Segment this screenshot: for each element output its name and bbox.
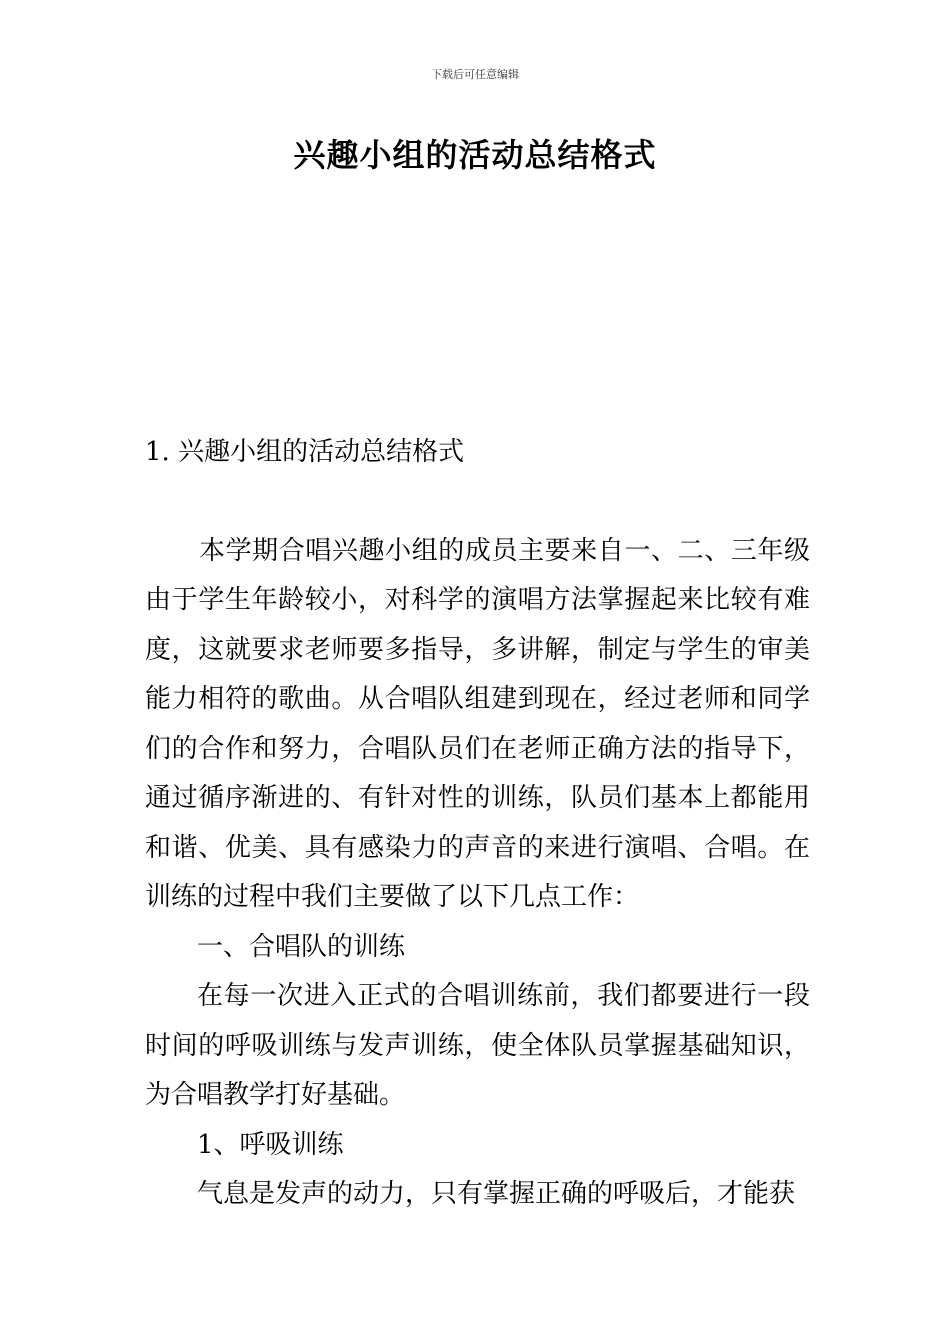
paragraph-training-basics: 在每一次进入正式的合唱训练前，我们都要进行一段时间的呼吸训练与发声训练，使全体队员掌握基础知识，为合唱教学打好基础。 [145,981,810,1110]
section-heading: 1. 兴趣小组的活动总结格式 [145,437,465,467]
subheading-choir-training: 一、合唱队的训练 [197,931,406,962]
document-title: 兴趣小组的活动总结格式 [293,136,657,174]
paragraph-breathing: 气息是发声的动力，只有掌握正确的呼吸后，才能获 [197,1179,796,1209]
paragraph-intro: 本学期合唱兴趣小组的成员主要来自一、二、三年级由于学生年龄较小，对科学的演唱方法掌握起来比较有难度，这就要求老师要多指导，多讲解，制定与学生的审美能力相符的歌曲。从合唱队组建到现在，经过老师和同学们的合作和努力，合唱队员们在老师正确方法的指导下，通过循序渐进的、有针对性的训练，队员们基本上都能用和谐、优美、具有感染力的声音的来进行演唱、合唱。在训练的过程中我们主要做了以下几点工作： [145,535,810,912]
page-header-note: 下载后可任意编辑 [431,68,519,81]
subheading-breathing-training: 1、呼吸训练 [197,1129,344,1160]
document-body [145,428,810,1220]
